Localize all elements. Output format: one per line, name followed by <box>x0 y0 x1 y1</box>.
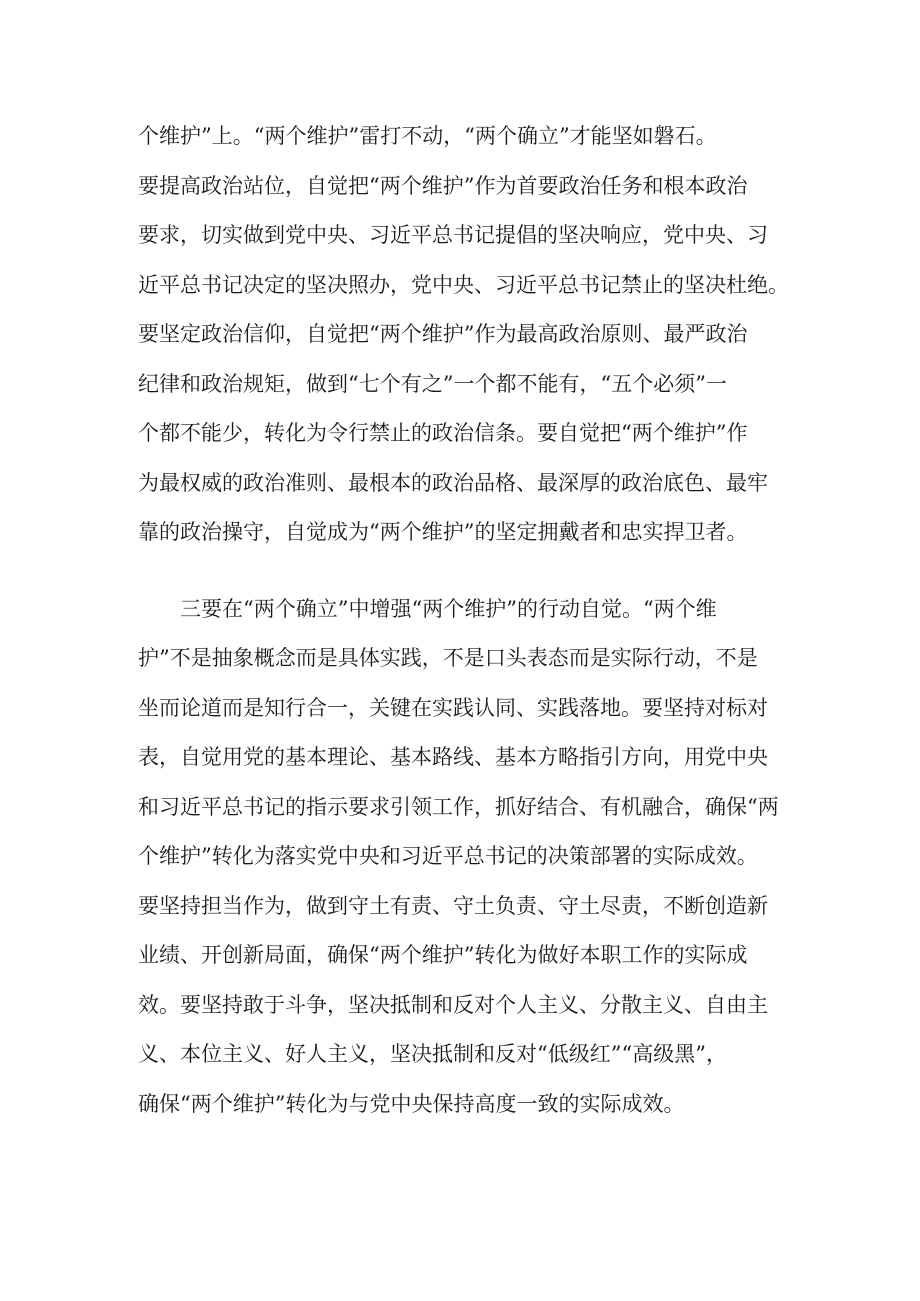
text-line: 三要在“两个确立”中增强“两个维护”的行动自觉。“两个维 <box>138 596 717 621</box>
text-line: 表，自觉用党的基本理论、基本路线、基本方略指引方向，用党中央 <box>138 745 768 769</box>
text-line: 要求，切实做到党中央、习近平总书记提倡的坚决响应，党中央、习 <box>138 223 768 247</box>
text-line: 个维护”转化为落实党中央和习近平总书记的决策部署的实际成效。 <box>138 844 758 868</box>
text-line: 确保“两个维护”转化为与党中央保持高度一致的实际成效。 <box>138 1091 685 1116</box>
text-line: 纪律和政治规矩，做到“七个有之”一个都不能有，“五个必须”一 <box>138 371 727 396</box>
text-line: 个都不能少，转化为令行禁止的政治信条。要自觉把“两个维护”作 <box>138 421 748 445</box>
text-line: 坐而论道而是知行合一，关键在实践认同、实践落地。要坚持对标对 <box>138 695 768 720</box>
text-line: 个维护”上。“两个维护”雷打不动，“两个确立”才能坚如磐石。 <box>138 124 717 148</box>
text-line: 靠的政治操守，自觉成为“两个维护”的坚定拥戴者和忠实捍卫者。 <box>138 520 748 544</box>
text-line: 要提高政治站位，自觉把“两个维护”作为首要政治任务和根本政治 <box>138 173 748 198</box>
text-line: 要坚定政治信仰，自觉把“两个维护”作为最高政治原则、最严政治 <box>138 322 748 346</box>
text-line: 护”不是抽象概念而是具体实践，不是口头表态而是实际行动，不是 <box>138 646 758 670</box>
text-line: 为最权威的政治准则、最根本的政治品格、最深厚的政治底色、最牢 <box>138 470 768 495</box>
paragraph-1 <box>138 112 798 558</box>
paragraph-2 <box>138 585 798 1130</box>
text-line: 近平总书记决定的坚决照办，党中央、习近平总书记禁止的坚决杜绝。 <box>138 272 789 297</box>
text-line: 义、本位主义、好人主义，坚决抵制和反对“低级红”“高级黑”， <box>138 1042 727 1066</box>
text-line: 要坚持担当作为，做到守土有责、守土负责、守土尽责，不断创造新 <box>138 893 768 918</box>
document-body <box>138 112 798 1129</box>
text-line: 业绩、开创新局面，确保“两个维护”转化为做好本职工作的实际成 <box>138 943 748 967</box>
text-line: 效。要坚持敢于斗争，坚决抵制和反对个人主义、分散主义、自由主 <box>138 992 768 1017</box>
text-line: 和习近平总书记的指示要求引领工作，抓好结合、有机融合，确保“两 <box>138 794 779 819</box>
paragraph-spacer <box>138 558 798 585</box>
